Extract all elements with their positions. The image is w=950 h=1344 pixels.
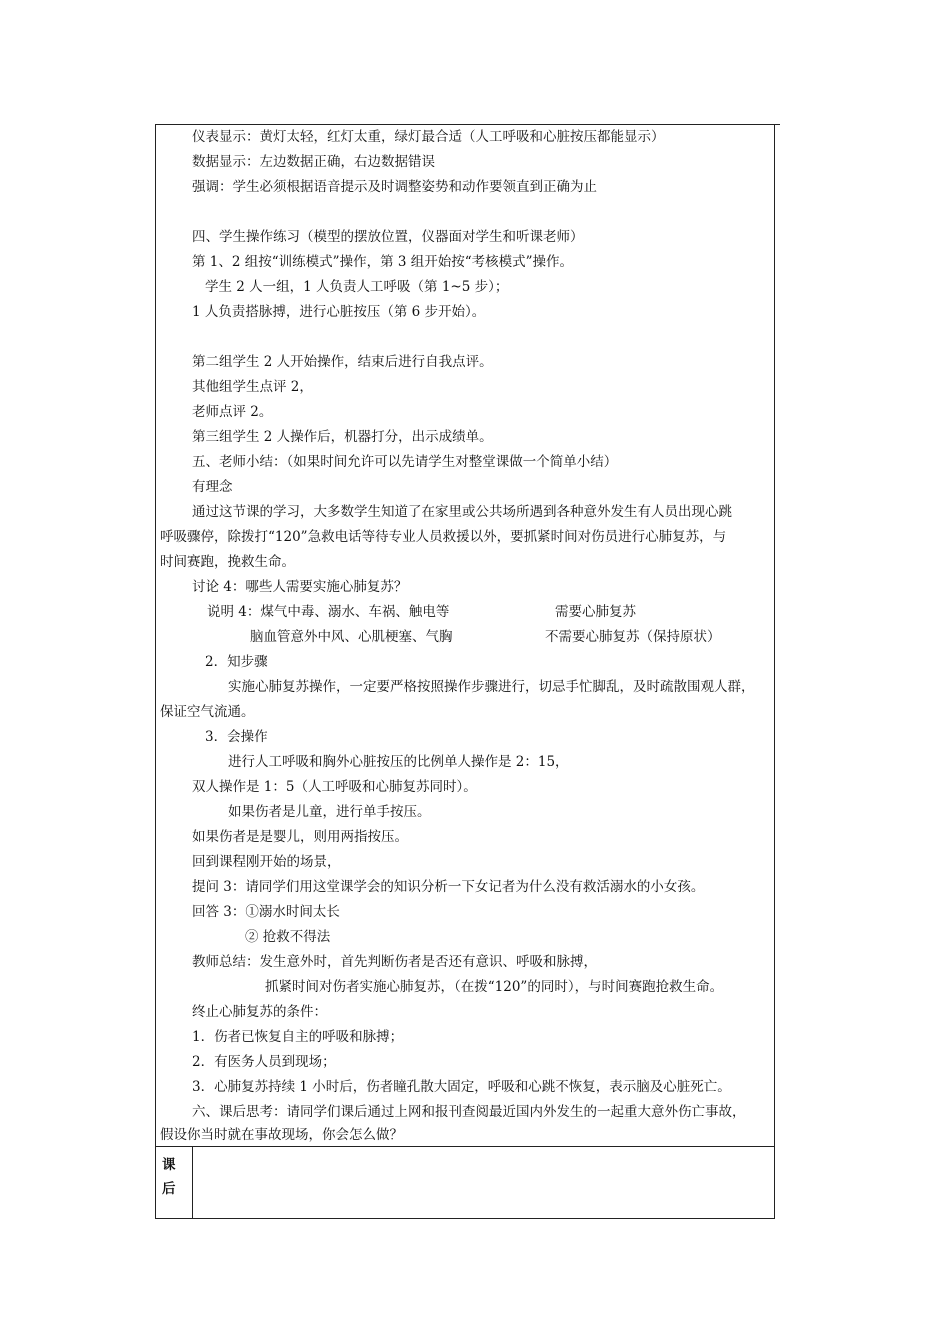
after-class-label-top: 课 xyxy=(162,1157,176,1173)
text-line: 四、学生操作练习（模型的摆放位置，仪器面对学生和听课老师） xyxy=(192,229,584,245)
text-line: 3．心肺复苏持续 1 小时后，伤者瞳孔散大固定，呼吸和心跳不恢复，表示脑及心脏死亡。 xyxy=(192,1079,731,1095)
text-line: 脑血管意外中风、心肌梗塞、气胸 xyxy=(250,629,453,645)
text-line: 需要心肺复苏 xyxy=(555,604,636,620)
text-line: 2．知步骤 xyxy=(205,654,268,670)
text-line: 1．伤者已恢复自主的呼吸和脉搏； xyxy=(192,1029,404,1045)
text-line: 说明 4：煤气中毒、溺水、车祸、触电等 xyxy=(207,604,450,620)
text-line: 第二组学生 2 人开始操作，结束后进行自我点评。 xyxy=(192,354,493,370)
after-class-label-bottom: 后 xyxy=(162,1181,176,1197)
text-line: 教师总结：发生意外时，首先判断伤者是否还有意识、呼吸和脉搏， xyxy=(192,954,597,970)
text-line: 时间赛跑，挽救生命。 xyxy=(160,554,295,570)
text-line: 回答 3：①溺水时间太长 xyxy=(192,904,340,920)
text-line: 六、课后思考：请同学们课后通过上网和报刊查阅最近国内外发生的一起重大意外伤亡事故， xyxy=(192,1104,746,1120)
text-line: 讨论 4：哪些人需要实施心肺复苏？ xyxy=(192,579,408,595)
text-line: 实施心肺复苏操作，一定要严格按照操作步骤进行，切忌手忙脚乱，及时疏散围观人群， xyxy=(228,679,755,695)
column-divider xyxy=(192,1146,193,1219)
text-line: 保证空气流通。 xyxy=(160,704,255,720)
row-divider xyxy=(155,1146,775,1147)
text-line: 第 1、2 组按“训练模式”操作，第 3 组开始按“考核模式”操作。 xyxy=(192,254,574,270)
text-line: 呼吸骤停，除拨打“120”急救电话等待专业人员救援以外，要抓紧时间对伤员进行心肺复苏，与 xyxy=(160,529,727,545)
text-line: 3．会操作 xyxy=(205,729,268,745)
text-line: ② 抢救不得法 xyxy=(245,929,331,945)
text-line: 如果伤者是儿童，进行单手按压。 xyxy=(228,804,431,820)
text-line: 1 人负责搭脉搏，进行心脏按压（第 6 步开始）。 xyxy=(192,304,486,320)
text-line: 提问 3：请同学们用这堂课学会的知识分析一下女记者为什么没有救活溺水的小女孩。 xyxy=(192,879,705,895)
text-line: 如果伤者是是婴儿，则用两指按压。 xyxy=(192,829,408,845)
text-line: 学生 2 人一组，1 人负责人工呼吸（第 1~5 步）； xyxy=(205,279,509,295)
text-line: 通过这节课的学习，大多数学生知道了在家里或公共场所遇到各种意外发生有人员出现心跳 xyxy=(192,504,732,520)
text-line: 假设你当时就在事故现场，你会怎么做？ xyxy=(160,1127,403,1143)
text-line: 2．有医务人员到现场； xyxy=(192,1054,336,1070)
text-line: 终止心肺复苏的条件： xyxy=(192,1004,327,1020)
text-line: 第三组学生 2 人操作后，机器打分，出示成绩单。 xyxy=(192,429,493,445)
text-line: 抓紧时间对伤者实施心肺复苏，（在拨“120”的同时），与时间赛跑抢救生命。 xyxy=(265,979,724,995)
text-line: 强调：学生必须根据语音提示及时调整姿势和动作要领直到正确为止 xyxy=(192,179,597,195)
text-line: 数据显示：左边数据正确，右边数据错误 xyxy=(192,154,435,170)
text-line: 其他组学生点评 2， xyxy=(192,379,313,395)
text-line: 回到课程刚开始的场景， xyxy=(192,854,341,870)
text-line: 有理念 xyxy=(192,479,233,495)
text-line: 进行人工呼吸和胸外心脏按压的比例单人操作是 2：15， xyxy=(228,754,569,770)
text-line: 老师点评 2。 xyxy=(192,404,273,420)
text-line: 双人操作是 1：5（人工呼吸和心肺复苏同时）。 xyxy=(192,779,477,795)
text-line: 仪表显示：黄灯太轻，红灯太重，绿灯最合适（人工呼吸和心脏按压都能显示） xyxy=(192,129,665,145)
text-line: 五、老师小结：（如果时间允许可以先请学生对整堂课做一个简单小结） xyxy=(192,454,618,470)
text-line: 不需要心肺复苏（保持原状） xyxy=(545,629,721,645)
